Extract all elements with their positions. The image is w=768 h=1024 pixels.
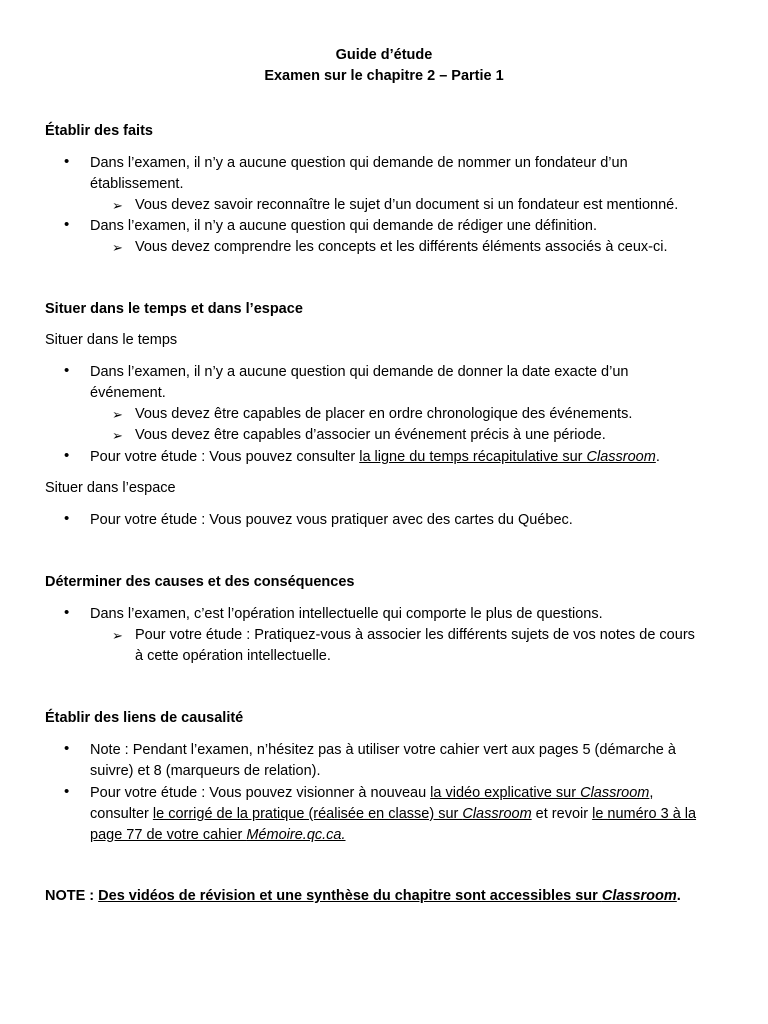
note-text: Des vidéos de révision et une synthèse du chapitre sont accessibles sur [98, 888, 602, 904]
link-italic: Classroom [462, 806, 532, 822]
arrow-bullet-icon: ➢ [112, 407, 123, 422]
arrow-bullet-icon: ➢ [112, 628, 123, 643]
note-label: NOTE : [45, 888, 99, 904]
bullet-text: Pour votre étude : Vous pouvez vous pratiquer avec des cartes du Québec. [90, 512, 573, 528]
sub-bullet-text: Vous devez comprendre les concepts et les différents éléments associés à ceux-ci. [135, 239, 668, 255]
section-heading: Situer dans le temps et dans l’espace [45, 301, 303, 317]
section-heading: Établir des faits [45, 123, 153, 139]
page-link[interactable] [90, 827, 346, 843]
bullet-text: événement. [90, 385, 166, 401]
sub-bullet-text: Vous devez savoir reconnaître le sujet d’un document si un fondateur est mentionné. [135, 197, 679, 213]
link-italic: Classroom [586, 449, 656, 465]
bullet-text [90, 806, 696, 822]
bullet-text [90, 449, 660, 465]
bullet-text: Dans l’examen, il n’y a aucune question qui demande de nommer un fondateur d’un [90, 155, 628, 171]
sub-bullet-text: à cette opération intellectuelle. [135, 648, 331, 664]
bullet-marker: • [64, 216, 70, 233]
arrow-bullet-icon: ➢ [112, 198, 123, 213]
bullet-text: Note : Pendant l’examen, n’hésitez pas à utiliser votre cahier vert aux pages 5 (démarche à [90, 742, 676, 758]
final-note [45, 888, 681, 904]
numero-link[interactable] [592, 806, 696, 822]
bullet-marker: • [64, 604, 70, 621]
note-link[interactable] [98, 888, 677, 904]
bullet-text: établissement. [90, 176, 184, 192]
bullet-marker: • [64, 783, 70, 800]
arrow-bullet-icon: ➢ [112, 428, 123, 443]
bullet-marker: • [64, 740, 70, 757]
bullet-text: Dans l’examen, il n’y a aucune question qui demande de donner la date exacte d’un [90, 364, 629, 380]
sub-bullet-text: Pour votre étude : Pratiquez-vous à associer les différents sujets de vos notes de cours [135, 627, 695, 643]
bullet-prefix: Pour votre étude : Vous pouvez visionner à nouveau [90, 785, 431, 801]
note-end: . [676, 888, 681, 904]
doc-title: Guide d’étude [335, 47, 433, 63]
link-text: le numéro 3 à la [592, 806, 697, 822]
link-italic: Mémoire.qc.ca. [246, 827, 346, 843]
bullet-prefix: consulter [90, 806, 153, 822]
bullet-suffix: . [655, 449, 660, 465]
link-text: la vidéo explicative sur [430, 785, 581, 801]
section-heading: Déterminer des causes et des conséquences [45, 574, 355, 590]
sub-bullet-text: Vous devez être capables d’associer un événement précis à une période. [135, 427, 606, 443]
bullet-text: Dans l’examen, c’est l’opération intellectuelle qui comporte le plus de questions. [90, 606, 603, 622]
bullet-marker: • [64, 362, 70, 379]
section-heading: Établir des liens de causalité [45, 710, 244, 726]
subsection-label: Situer dans le temps [45, 332, 178, 348]
note-italic: Classroom [601, 888, 677, 904]
bullet-marker: • [64, 153, 70, 170]
bullet-marker: • [64, 447, 70, 464]
bullet-suffix: , [649, 785, 654, 801]
bullet-mid: et revoir [531, 806, 593, 822]
bullet-text [90, 785, 653, 801]
bullet-prefix: Pour votre étude : Vous pouvez consulter [90, 449, 360, 465]
link-text: la ligne du temps récapitulative sur [359, 449, 587, 465]
timeline-link[interactable] [359, 449, 656, 465]
video-link[interactable] [430, 785, 649, 801]
link-italic: Classroom [580, 785, 650, 801]
arrow-bullet-icon: ➢ [112, 240, 123, 255]
subsection-label: Situer dans l’espace [45, 480, 176, 496]
bullet-text: suivre) et 8 (marqueurs de relation). [90, 763, 321, 779]
sub-bullet-text: Vous devez être capables de placer en ordre chronologique des événements. [135, 406, 633, 422]
link-text: le corrigé de la pratique (réalisée en classe) sur [152, 806, 463, 822]
bullet-marker: • [64, 510, 70, 527]
bullet-text [90, 827, 346, 843]
link-text: page 77 de votre cahier [90, 827, 247, 843]
doc-subtitle: Examen sur le chapitre 2 – Partie 1 [264, 68, 504, 84]
corrige-link[interactable] [153, 806, 532, 822]
bullet-text: Dans l’examen, il n’y a aucune question qui demande de rédiger une définition. [90, 218, 598, 234]
